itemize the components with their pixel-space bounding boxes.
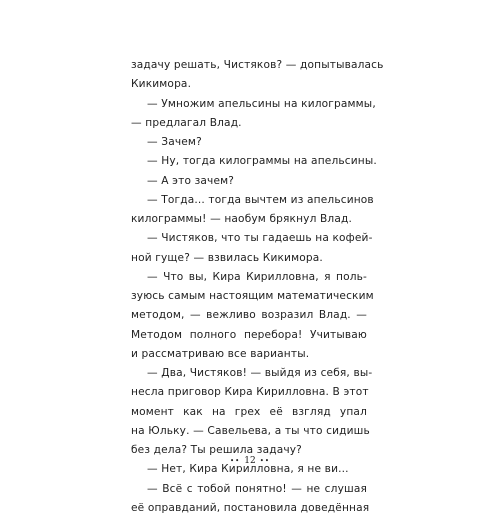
text-line: килограммы! — наобум брякнул Влад. <box>131 213 352 225</box>
text-line: Кикимора. <box>131 78 192 91</box>
body-text <box>131 56 384 518</box>
page-number: 12 <box>244 456 256 466</box>
text-line: — Тогда... тогда вычтем из апельсинов <box>147 193 374 206</box>
text-line: — Чистяков, что ты гадаешь на кофей- <box>147 232 373 245</box>
text-line: — Два, Чистяков! — выйдя из себя, вы- <box>147 367 373 379</box>
text-line: — Зачем? <box>147 136 202 148</box>
text-line: Методом полного перебора! Учитываю <box>131 328 367 341</box>
text-line: момент как на грех её взгляд упал <box>131 405 367 418</box>
text-line: несла приговор Кира Кирилловна. В этот <box>131 386 369 399</box>
text-line: методом, — вежливо возразил Влад. — <box>131 309 367 322</box>
text-line: её оправданий, постановила доведённая <box>131 501 370 514</box>
text-line: — предлагал Влад. <box>131 116 242 129</box>
text-line: — Что вы, Кира Кирилловна, я поль- <box>147 270 367 283</box>
folio-ornament-left: •• <box>230 457 241 465</box>
text-line: — Умножим апельсины на килограммы, <box>147 97 376 110</box>
text-line: и рассматриваю все варианты. <box>131 347 310 360</box>
text-line: — Нет, Кира Кирилловна, я не ви... <box>147 463 349 476</box>
text-line: без дела? Ты решила задачу? <box>131 444 302 456</box>
text-line: задачу решать, Чистяков? — допытывалась <box>131 59 384 71</box>
text-line: — Ну, тогда килограммы на апельсины. <box>147 155 377 168</box>
page-number-footer <box>0 456 500 466</box>
folio-ornament-right: •• <box>259 457 270 465</box>
text-line: ной гуще? — взвилась Кикимора. <box>131 251 323 264</box>
text-line: — А это зачем? <box>147 174 235 187</box>
text-line: зуюсь самым настоящим математическим <box>131 290 374 302</box>
text-line: на Юльку. — Савельева, а ты что сидишь <box>131 424 370 437</box>
text-line: — Всё с тобой понятно! — не слушая <box>147 482 367 495</box>
